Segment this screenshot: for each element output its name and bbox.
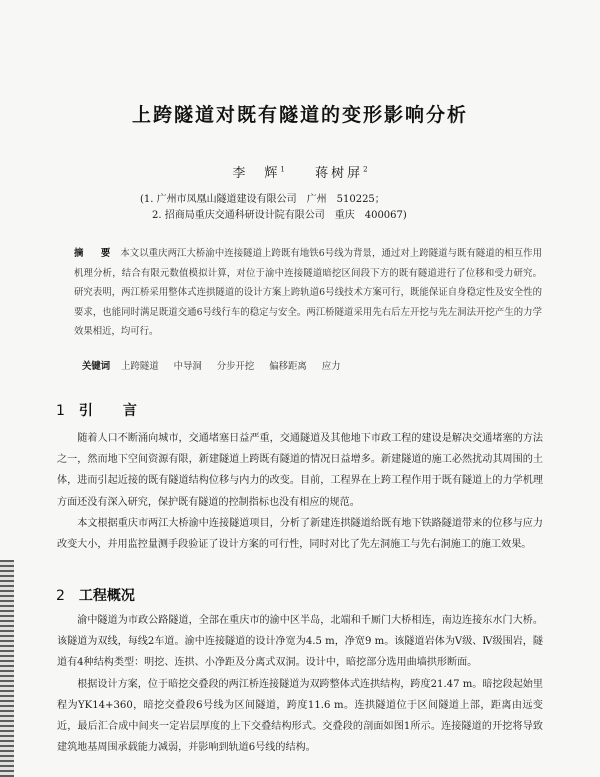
section-title: 工程概况 [78,588,135,604]
affiliation: (1. 广州市凤凰山隧道建设有限公司 广州 510225； [140,194,385,205]
keyword: 中导洞 [173,361,202,372]
paragraph: 本文根据重庆市两江大桥渝中连接隧道项目，分析了新建连拱隧道给既有地下铁路隧道带来的位移与应力改变大小，并用监控量测手段验证了设计方案的可行性，同时对比了先左洞施工与先右洞施工的施工效果。 [57,517,543,551]
section-heading [56,400,145,420]
abstract [74,244,542,342]
author-affil-mark: 2 [363,165,368,174]
abstract-text: 本文以重庆两江大桥渝中连接隧道上跨既有地铁6号线为背景，通过对上跨隧道与既有隧道的相互作用机理分析，结合有限元数值模拟计算，对位于渝中连接隧道暗挖区间段下方的既有隧道进行了位移和受力研究。研究表明，两江桥采用整体式连拱隧道的设计方案上跨轨道6号线技术方案可行，既能保证自身稳定性及安全性的要求，也能同时满足既道交通6号线行车的稳定与安全。两江桥隧道采用先右后左开挖与先左洞法开挖产生的力学效果相近，均可行。 [74,248,542,337]
abstract-label: 摘 要 [74,248,115,259]
section-number: 2 [56,588,65,604]
section-number: 1 [56,403,65,419]
paragraph: 渝中隧道为市政公路隧道，全部在重庆市的渝中区半岛，北端和千厮门大桥相连，南边连接东水门大桥。该隧道为双线，每线2车道。渝中连接隧道的设计净宽为4.5 m，净宽9 m。该隧道岩体为Ⅴ级、Ⅳ级围岩，隧道有4种结构类型：明挖、连拱、小净距及分离式双洞。设计中，暗挖部分选用曲墙拱形断面。 [57,615,543,669]
keyword: 偏移距离 [269,361,307,372]
keywords-label: 关键词 [82,361,111,372]
keyword: 应力 [321,361,341,372]
author-affil-mark: 1 [280,165,285,174]
paragraph: 根据设计方案，位于暗挖交叠段的两江桥连接隧道为双跨整体式连拱结构，跨度21.47 m。暗挖段起始里程为YK14+360，暗挖交叠段6号线为区间隧道，跨度11.6 m。连拱隧道位于区间隧道上部，距离由远变近，最后汇合成中间夹一定岩层厚度的上下交叠结构形式。交叠段的剖面如图1所示。连接隧道的开挖将导致建筑地基周围承载能力减弱，并影响到轨道6号线的结构。 [57,678,543,754]
keyword: 分步开挖 [216,361,255,372]
section-body [57,428,543,555]
affiliation: 2. 招商局重庆交通科研设计院有限公司 重庆 400067) [152,210,407,221]
section-heading [56,585,135,605]
binding-edge [0,560,14,777]
author-name: 李 辉 [232,166,281,181]
section-title: 引 言 [78,403,145,419]
keyword: 上跨隧道 [121,361,159,372]
paragraph: 随着人口不断涌向城市，交通堵塞日益严重，交通隧道及其他地下市政工程的建设是解决交通堵塞的方法之一，然而地下空间资源有限，新建隧道上跨既有隧道的情况日益增多。新建隧道的施工必然扰动其周围的土体，进而引起近接的既有隧道结构位移与内力的改变。目前，工程界在上跨工程作用于既有隧道上的力学机理方面还没有深入研究，保护既有隧道的控制指标也没有相应的规范。 [57,433,543,508]
paper-title: 上跨隧道对既有隧道的变形影响分析 [131,104,468,126]
section-body [57,610,543,758]
author-name: 蒋树屏 [315,166,364,181]
author-line [0,162,600,181]
keywords [82,358,542,372]
